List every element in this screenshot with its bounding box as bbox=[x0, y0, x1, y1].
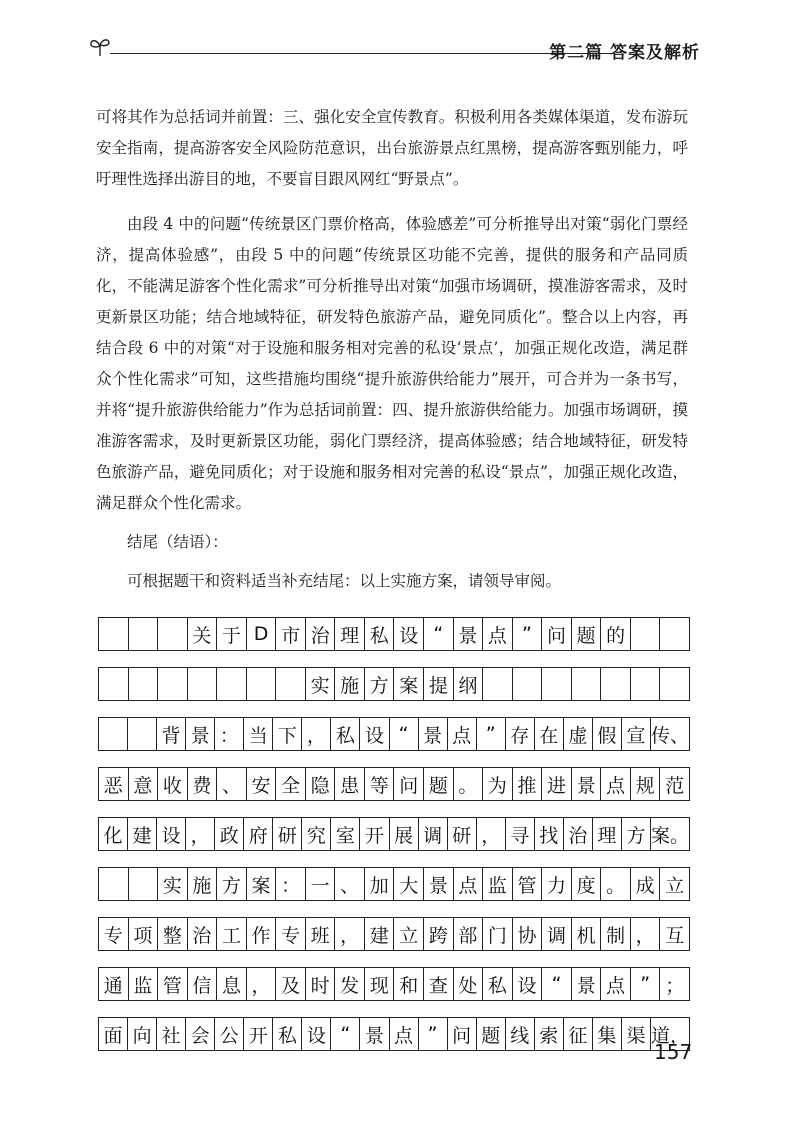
grid-cell: 机 bbox=[572, 918, 602, 950]
grid-cell: 设 bbox=[394, 618, 424, 650]
grid-cell: 面 bbox=[99, 1018, 128, 1050]
grid-cell: 府 bbox=[244, 818, 273, 850]
grid-cell: 收 bbox=[158, 768, 188, 800]
grid-cell: 。 bbox=[454, 768, 484, 800]
answer-explanation bbox=[96, 102, 688, 597]
grid-cell: 门 bbox=[483, 918, 513, 950]
grid-cell: 信 bbox=[188, 968, 218, 1000]
grid-cell: 力 bbox=[542, 868, 572, 900]
grid-cell: 一 bbox=[306, 868, 336, 900]
page-number: 157 bbox=[654, 1040, 693, 1064]
grid-cell: 管 bbox=[513, 868, 543, 900]
grid-cell: 传、 bbox=[651, 718, 690, 750]
grid-row bbox=[98, 867, 690, 901]
grid-cell: 制 bbox=[601, 918, 631, 950]
grid-cell: 、 bbox=[217, 768, 247, 800]
grid-cell: 专 bbox=[276, 918, 306, 950]
grid-cell: 现 bbox=[365, 968, 395, 1000]
grid-cell: 开 bbox=[360, 818, 389, 850]
grid-cell bbox=[660, 618, 690, 650]
grid-row bbox=[98, 717, 690, 751]
grid-cell: 展 bbox=[390, 818, 419, 850]
grid-cell: 治 bbox=[564, 818, 593, 850]
grid-cell: 题 bbox=[572, 618, 602, 650]
grid-cell: 于 bbox=[217, 618, 247, 650]
grid-cell: 患 bbox=[335, 768, 365, 800]
grid-cell: 景 bbox=[419, 718, 448, 750]
grid-cell: 纲 bbox=[454, 668, 484, 700]
grid-cell: 意 bbox=[129, 768, 159, 800]
grid-row bbox=[98, 1017, 690, 1051]
grid-cell: 隐 bbox=[306, 768, 336, 800]
grid-cell: 理 bbox=[335, 618, 365, 650]
grid-cell: ， bbox=[247, 968, 277, 1000]
grid-cell: 度 bbox=[572, 868, 602, 900]
grid-cell: 建 bbox=[128, 818, 157, 850]
grid-cell: “ bbox=[424, 618, 454, 650]
grid-cell: 设 bbox=[360, 718, 389, 750]
grid-row bbox=[98, 767, 690, 801]
grid-cell: 发 bbox=[335, 968, 365, 1000]
grid-cell: 通 bbox=[99, 968, 129, 1000]
grid-cell: “ bbox=[542, 968, 572, 1000]
grid-cell: 索 bbox=[535, 1018, 564, 1050]
ending-label: 结尾（结语）： bbox=[127, 533, 228, 551]
grid-cell bbox=[513, 668, 543, 700]
grid-row bbox=[98, 817, 690, 851]
grid-cell: ， bbox=[477, 818, 506, 850]
ending-note: 可根据题干和资料适当补充结尾：以上实施方案，请领导审阅。 bbox=[127, 572, 562, 590]
grid-cell: 假 bbox=[593, 718, 622, 750]
grid-cell: ： bbox=[276, 868, 306, 900]
paragraph-2: 由段 4 中的问题“传统景区门票价格高，体验感差”可分析推导出对策“弱化门票经济，提高体验感”，由段 5 中的问题“传统景区功能不完善，提供的服务和产品同质化，不能满足游客个性化需求”可分析推导出对策“加强市场调研，摸准游客需求，及时更新景区功能；结合地域特征，研发特色旅游产品，避免同质化”。整合以上内容，再结合段 6 中的对策“对于设施和服务相对完善的私设‘景点’，加强正规化改造，满足群众个性化需求”可知，这些措施均围绕“提升旅游供给能力”展开，可合并为一条书写，并将“提升旅游供给能力”作为总括词前置：四、提升旅游供给能力。加强市场调研，摸准游客需求，及时更新景区功能，弱化门票经济，提高体验感；结合地域特征，研发特色旅游产品，避免同质化；对于设施和服务相对完善的私设“景点”，加强正规化改造，满足群众个性化需求。 bbox=[96, 215, 688, 512]
grid-cell: ” bbox=[477, 718, 506, 750]
grid-cell: 项 bbox=[129, 918, 159, 950]
paragraph-1: 可将其作为总括词并前置：三、强化安全宣传教育。积极利用各类媒体渠道，发布游玩安全指南，提高游客安全风险防范意识，出台旅游景点红黑榜，提高游客甄别能力，呼吁理性选择出游目的地，不要盲目跟风网红“野景点”。 bbox=[96, 108, 688, 188]
grid-cell: 施 bbox=[335, 668, 365, 700]
grid-cell bbox=[188, 668, 218, 700]
grid-cell: 跨 bbox=[424, 918, 454, 950]
grid-cell: 公 bbox=[215, 1018, 244, 1050]
grid-cell bbox=[601, 668, 631, 700]
grid-cell: 恶 bbox=[99, 768, 129, 800]
grid-cell: 室 bbox=[331, 818, 360, 850]
grid-cell: 进 bbox=[542, 768, 572, 800]
grid-cell: 寻 bbox=[506, 818, 535, 850]
grid-cell: 渠 bbox=[622, 1018, 651, 1050]
grid-cell bbox=[247, 668, 277, 700]
grid-cell bbox=[217, 668, 247, 700]
grid-cell: 实 bbox=[158, 868, 188, 900]
grid-cell: 市 bbox=[276, 618, 306, 650]
grid-cell: ， bbox=[186, 818, 215, 850]
grid-cell: ” bbox=[513, 618, 543, 650]
grid-cell bbox=[158, 668, 188, 700]
grid-cell: 协 bbox=[513, 918, 543, 950]
grid-cell: 社 bbox=[157, 1018, 186, 1050]
grid-cell: 究 bbox=[302, 818, 331, 850]
grid-cell: 加 bbox=[365, 868, 395, 900]
grid-cell: 问 bbox=[448, 1018, 477, 1050]
grid-cell: 景 bbox=[454, 618, 484, 650]
grid-cell: 集 bbox=[593, 1018, 622, 1050]
grid-cell: 息 bbox=[217, 968, 247, 1000]
grid-cell: ， bbox=[302, 718, 331, 750]
grid-row bbox=[98, 667, 690, 701]
grid-cell: 化 bbox=[99, 818, 128, 850]
grid-cell: 理 bbox=[593, 818, 622, 850]
grid-row bbox=[98, 917, 690, 951]
grid-cell: 班 bbox=[306, 918, 336, 950]
grid-cell: 作 bbox=[247, 918, 277, 950]
grid-cell: 景 bbox=[360, 1018, 389, 1050]
grid-cell bbox=[631, 618, 661, 650]
grid-cell: 费 bbox=[188, 768, 218, 800]
grid-row bbox=[98, 617, 690, 651]
grid-cell: 治 bbox=[306, 618, 336, 650]
grid-cell: ” bbox=[631, 968, 661, 1000]
grid-cell: 向 bbox=[128, 1018, 157, 1050]
grid-cell: ， bbox=[631, 918, 661, 950]
grid-cell: 宣 bbox=[622, 718, 651, 750]
grid-cell bbox=[99, 718, 128, 750]
grid-cell: 私 bbox=[331, 718, 360, 750]
grid-cell: 全 bbox=[276, 768, 306, 800]
grid-cell bbox=[276, 668, 306, 700]
grid-cell: 整 bbox=[158, 918, 188, 950]
grid-cell: 为 bbox=[483, 768, 513, 800]
grid-cell: 规 bbox=[631, 768, 661, 800]
grid-cell: 存 bbox=[506, 718, 535, 750]
grid-cell: 背 bbox=[157, 718, 186, 750]
grid-cell: 题 bbox=[424, 768, 454, 800]
grid-cell: 开 bbox=[244, 1018, 273, 1050]
grid-cell: 安 bbox=[247, 768, 277, 800]
grid-cell: 立 bbox=[660, 868, 690, 900]
grid-cell: 案。 bbox=[651, 818, 690, 850]
grid-cell: 点 bbox=[601, 968, 631, 1000]
grid-cell: 政 bbox=[215, 818, 244, 850]
grid-cell: 互 bbox=[660, 918, 690, 950]
grid-cell: 研 bbox=[448, 818, 477, 850]
grid-cell: 及 bbox=[276, 968, 306, 1000]
grid-cell: 在 bbox=[535, 718, 564, 750]
grid-cell: ： bbox=[215, 718, 244, 750]
grid-cell: 治 bbox=[188, 918, 218, 950]
grid-cell: 点 bbox=[390, 1018, 419, 1050]
grid-cell: 的 bbox=[601, 618, 631, 650]
grid-cell: 私 bbox=[365, 618, 395, 650]
grid-cell: 案 bbox=[394, 668, 424, 700]
grid-cell: 设 bbox=[157, 818, 186, 850]
grid-cell: 景 bbox=[424, 868, 454, 900]
grid-cell: 建 bbox=[365, 918, 395, 950]
grid-cell: 道， bbox=[651, 1018, 690, 1050]
grid-cell: 景 bbox=[572, 768, 602, 800]
grid-cell: 下 bbox=[273, 718, 302, 750]
grid-cell: 征 bbox=[564, 1018, 593, 1050]
grid-cell: 部 bbox=[454, 918, 484, 950]
grid-cell: 方 bbox=[365, 668, 395, 700]
grid-cell bbox=[483, 668, 513, 700]
grid-cell: 实 bbox=[306, 668, 336, 700]
grid-cell: “ bbox=[331, 1018, 360, 1050]
grid-cell bbox=[660, 668, 690, 700]
grid-cell: 、 bbox=[335, 868, 365, 900]
grid-cell: 题 bbox=[477, 1018, 506, 1050]
grid-cell: 工 bbox=[217, 918, 247, 950]
grid-cell: 时 bbox=[306, 968, 336, 1000]
grid-cell: 当 bbox=[244, 718, 273, 750]
answer-grid bbox=[98, 617, 693, 1067]
grid-cell: 问 bbox=[542, 618, 572, 650]
grid-cell bbox=[542, 668, 572, 700]
grid-cell: 查 bbox=[424, 968, 454, 1000]
grid-cell: 调 bbox=[419, 818, 448, 850]
grid-cell: 提 bbox=[424, 668, 454, 700]
grid-cell: D bbox=[247, 618, 277, 650]
grid-cell: 立 bbox=[394, 918, 424, 950]
grid-cell: 点 bbox=[454, 868, 484, 900]
grid-cell: 监 bbox=[483, 868, 513, 900]
grid-cell: 推 bbox=[513, 768, 543, 800]
grid-cell: 等 bbox=[365, 768, 395, 800]
grid-cell: 点 bbox=[448, 718, 477, 750]
grid-cell: 关 bbox=[188, 618, 218, 650]
grid-cell: 景 bbox=[572, 968, 602, 1000]
grid-cell: 线 bbox=[506, 1018, 535, 1050]
grid-cell: 。 bbox=[601, 868, 631, 900]
grid-cell bbox=[129, 668, 159, 700]
grid-cell: “ bbox=[390, 718, 419, 750]
grid-cell: 私 bbox=[273, 1018, 302, 1050]
grid-cell: 问 bbox=[394, 768, 424, 800]
grid-cell: ； bbox=[660, 968, 690, 1000]
grid-cell: 案 bbox=[247, 868, 277, 900]
page-header bbox=[88, 34, 700, 66]
header-rule bbox=[110, 53, 615, 54]
grid-cell bbox=[99, 668, 129, 700]
grid-cell: 研 bbox=[273, 818, 302, 850]
section-title: 第二篇 答案及解析 bbox=[549, 43, 700, 63]
grid-cell: 和 bbox=[394, 968, 424, 1000]
grid-cell: 调 bbox=[542, 918, 572, 950]
grid-cell: 私 bbox=[483, 968, 513, 1000]
grid-cell: 景 bbox=[186, 718, 215, 750]
sprout-icon bbox=[88, 34, 112, 58]
grid-cell: 成 bbox=[631, 868, 661, 900]
grid-cell: 设 bbox=[302, 1018, 331, 1050]
grid-cell: 管 bbox=[158, 968, 188, 1000]
grid-cell: 虚 bbox=[564, 718, 593, 750]
grid-cell bbox=[158, 618, 188, 650]
grid-cell: 点 bbox=[483, 618, 513, 650]
grid-cell: 点 bbox=[601, 768, 631, 800]
grid-cell: 会 bbox=[186, 1018, 215, 1050]
grid-cell bbox=[128, 718, 157, 750]
grid-cell: 处 bbox=[454, 968, 484, 1000]
grid-cell bbox=[572, 668, 602, 700]
grid-cell bbox=[129, 618, 159, 650]
grid-row bbox=[98, 967, 690, 1001]
grid-cell: 方 bbox=[622, 818, 651, 850]
grid-cell: 找 bbox=[535, 818, 564, 850]
grid-cell bbox=[631, 668, 661, 700]
grid-cell: ” bbox=[419, 1018, 448, 1050]
grid-cell: 方 bbox=[217, 868, 247, 900]
grid-cell bbox=[129, 868, 159, 900]
grid-cell bbox=[99, 868, 129, 900]
grid-cell bbox=[99, 618, 129, 650]
grid-cell: 大 bbox=[394, 868, 424, 900]
grid-cell: ， bbox=[335, 918, 365, 950]
grid-cell: 专 bbox=[99, 918, 129, 950]
grid-cell: 设 bbox=[513, 968, 543, 1000]
grid-cell: 施 bbox=[188, 868, 218, 900]
grid-cell: 范 bbox=[660, 768, 690, 800]
grid-cell: 监 bbox=[129, 968, 159, 1000]
